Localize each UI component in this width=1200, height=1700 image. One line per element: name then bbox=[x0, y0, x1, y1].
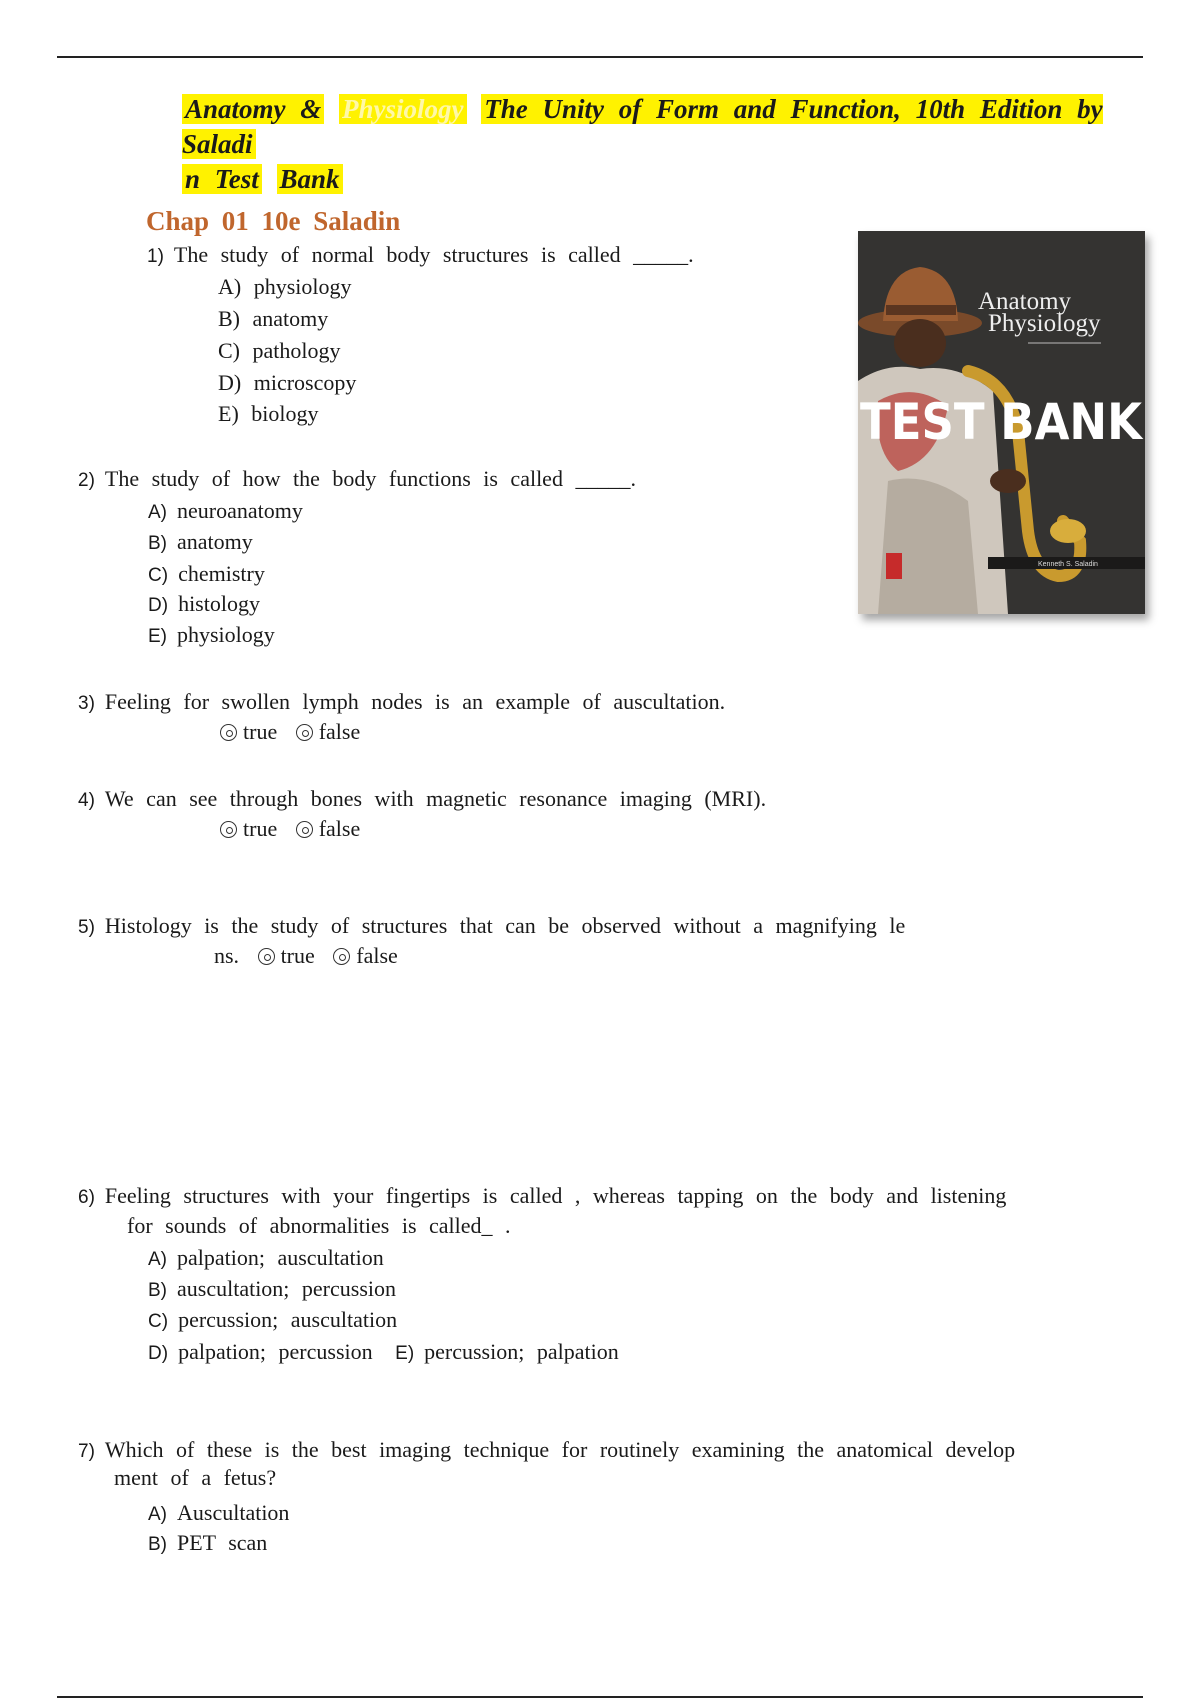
cover-author: Kenneth S. Saladin bbox=[1038, 561, 1098, 568]
q1-option-b: B) anatomy bbox=[218, 306, 329, 331]
title-part1: Anatomy & bbox=[182, 94, 324, 124]
q1-option-e: E) biology bbox=[218, 401, 319, 426]
book-cover-image bbox=[858, 231, 1145, 614]
q2-option-a: A) neuroanatomy bbox=[148, 498, 303, 523]
chapter-heading: Chap 01 10e Saladin bbox=[146, 206, 401, 236]
q5-false-radio[interactable] bbox=[333, 948, 350, 965]
title-faded-word: Physiology bbox=[339, 94, 467, 124]
question-3: 3) Feeling for swollen lymph nodes is an example of auscultation. bbox=[78, 689, 726, 714]
q4-true-label: true bbox=[243, 816, 278, 841]
q3-answers bbox=[214, 719, 360, 745]
bottom-rule bbox=[57, 1696, 1143, 1698]
q6-option-d: D) palpation; percussion E) percussion; palpation bbox=[148, 1339, 619, 1364]
question-7-continued: ment of a fetus? bbox=[114, 1465, 277, 1490]
q4-false-radio[interactable] bbox=[296, 821, 313, 838]
question-4: 4) We can see through bones with magnetic resonance imaging (MRI). bbox=[78, 786, 767, 811]
question-6-continued: for sounds of abnormalities is called_ . bbox=[127, 1213, 511, 1238]
question-6: 6) Feeling structures with your fingertips is called , whereas tapping on the body and listening bbox=[78, 1183, 1007, 1208]
title-line2a: n Test bbox=[182, 164, 262, 194]
question-1: 1) The study of normal body structures is called _____. bbox=[147, 242, 694, 267]
q5-true-radio[interactable] bbox=[258, 948, 275, 965]
document-title bbox=[182, 92, 1172, 197]
q2-option-c: C) chemistry bbox=[148, 561, 265, 586]
cover-title-line1: Anatomy bbox=[978, 288, 1072, 315]
question-7: 7) Which of these is the best imaging technique for routinely examining the anatomical develop bbox=[78, 1437, 1016, 1462]
q7-option-b: B) PET scan bbox=[148, 1530, 268, 1555]
cover-title-line2: Physiology bbox=[988, 310, 1101, 337]
cover-test-bank-text: TEST BANK bbox=[860, 393, 1145, 451]
q4-true-radio[interactable] bbox=[220, 821, 237, 838]
q6-option-e: percussion; palpation bbox=[424, 1339, 619, 1364]
q3-false-label: false bbox=[318, 719, 361, 744]
q5-text-continued: ns. bbox=[214, 943, 240, 968]
q3-true-label: true bbox=[243, 719, 278, 744]
q5-answers bbox=[214, 943, 398, 969]
q6-option-a: A) palpation; auscultation bbox=[148, 1245, 384, 1270]
q4-answers bbox=[214, 816, 360, 842]
q1-option-c: C) pathology bbox=[218, 338, 341, 363]
q3-false-radio[interactable] bbox=[296, 724, 313, 741]
q5-false-label: false bbox=[356, 943, 398, 968]
q1-option-d: D) microscopy bbox=[218, 370, 357, 395]
q3-true-radio[interactable] bbox=[220, 724, 237, 741]
title-part2: The Unity of Form and Function, 10th Edition by Saladi bbox=[182, 94, 1103, 159]
q7-option-a: A) Auscultation bbox=[148, 1500, 290, 1525]
question-5: 5) Histology is the study of structures that can be observed without a magnifying le bbox=[78, 913, 906, 938]
title-line2b: Bank bbox=[277, 164, 343, 194]
q2-option-b: B) anatomy bbox=[148, 529, 253, 554]
top-rule bbox=[57, 56, 1143, 58]
q4-false-label: false bbox=[318, 816, 361, 841]
q6-option-b: B) auscultation; percussion bbox=[148, 1276, 397, 1301]
q5-true-label: true bbox=[280, 943, 315, 968]
q1-option-a: A) physiology bbox=[218, 274, 352, 299]
q6-option-e-letter: E) bbox=[395, 1343, 415, 1364]
q2-option-d: D) histology bbox=[148, 591, 260, 616]
question-2: 2) The study of how the body functions is called _____. bbox=[78, 466, 636, 491]
q6-option-c: C) percussion; auscultation bbox=[148, 1307, 398, 1332]
q2-option-e: E) physiology bbox=[148, 622, 275, 647]
